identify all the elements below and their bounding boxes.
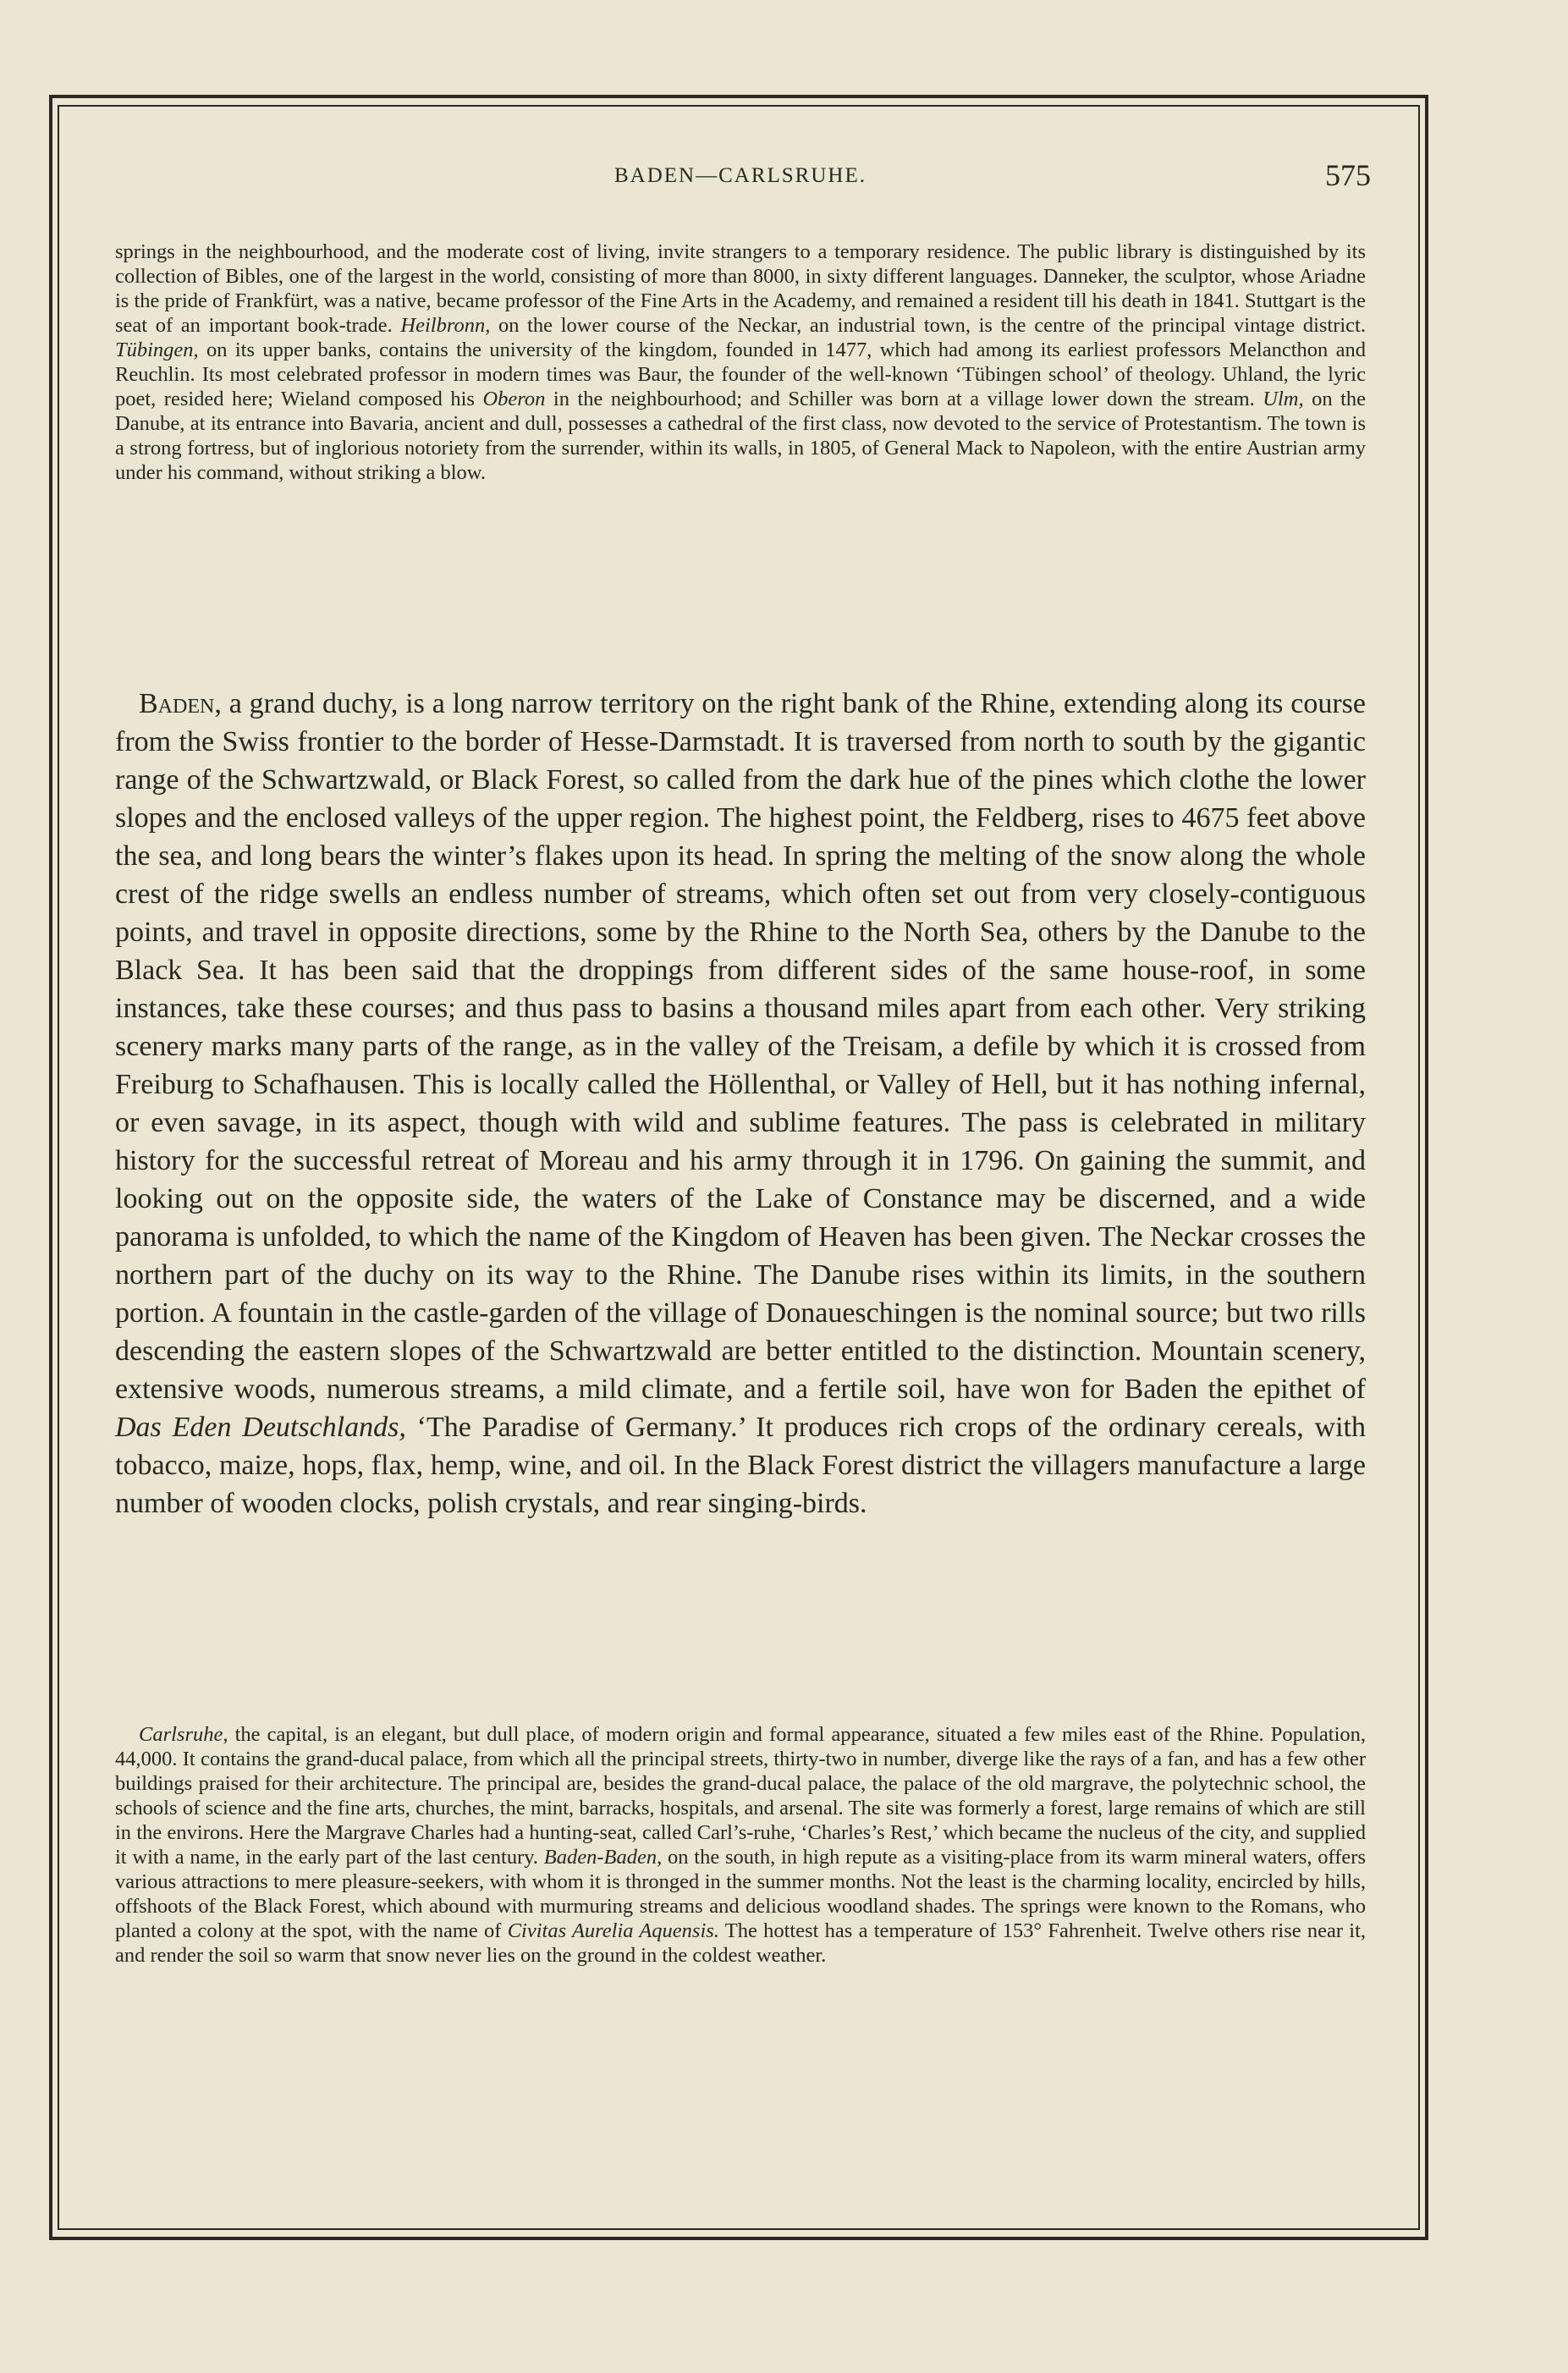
paragraph-carlsruhe: Carlsruhe, the capital, is an elegant, but dull place, of modern origin and formal appearance, situated a few miles east of the Rhine. Population, 44,000. It contains the grand-ducal palace, from which all the principal streets, thirty-two in number, diverge like the rays of a fan, and has a few other buildings praised for their architecture. The principal are, besides the grand-ducal palace, the palace of the old margrave, the polytechnic school, the schools of science and the fine arts, churches, the mint, barracks, hospitals, and arsenal. The site was formerly a forest, large remains of which are still in the environs. Here the Margrave Charles had a hunting-seat, called Carl’s-ruhe, ‘Charles’s Rest,’ which became the nucleus of the city, and supplied it with a name, in the early part of the last century. Baden-Baden, on the south, in high repute as a visiting-place from its warm mineral waters, offers various attractions to mere pleasure-seekers, with whom it is thronged in the summer months. Not the least is the charming locality, encircled by hills, offshoots of the Black Forest, which abound with murmuring streams and delicious woodland shades. The springs were known to the Romans, who planted a colony at the spot, with the name of Civitas Aurelia Aquensis. The hottest has a temperature of 153° Fahrenheit. Twelve others rise near it, and render the soil so warm that snow never lies on the ground in the coldest weather. <box>115 1722 1366 1967</box>
page-number: 575 <box>1325 158 1371 192</box>
italic-das-eden: Das Eden Deutschlands, <box>115 1412 406 1443</box>
italic-heilbronn: Heilbronn, <box>400 313 491 337</box>
page-header <box>110 157 1371 200</box>
paragraph-stuttgart-context: springs in the neighbourhood, and the moderate cost of living, invite strangers to a temporary residence. The public library is distinguished by its collection of Bibles, one of the largest in the world, consisting of more than 8000, in sixty different languages. Danneker, the sculptor, whose Ariadne is the pride of Frankfürt, was a native, became professor of the Fine Arts in the Academy, and remained a resident till his death in 1841. Stuttgart is the seat of an important book-trade. Heilbronn, on the lower course of the Neckar, an industrial town, is the centre of the principal vintage district. Tübingen, on its upper banks, contains the university of the kingdom, founded in 1477, which had among its earliest professors Melancthon and Reuchlin. Its most celebrated professor in modern times was Baur, the founder of the well-known ‘Tübingen school’ of theology. Uhland, the lyric poet, resided here; Wieland composed his Oberon in the neighbourhood; and Schiller was born at a village lower down the stream. Ulm, on the Danube, at its entrance into Bavaria, ancient and dull, possesses a cathedral of the first class, now devoted to the service of Protestantism. The town is a strong fortress, but of inglorious notoriety from the surrender, within its walls, in 1805, of General Mack to Napoleon, with the entire Austrian army under his command, without striking a blow. <box>115 240 1367 484</box>
italic-carlsruhe: Carlsruhe, <box>139 1722 228 1746</box>
italic-ulm: Ulm, <box>1263 387 1304 410</box>
paragraph-baden: Baden, a grand duchy, is a long narrow territory on the right bank of the Rhine, extending along its course from the Swiss frontier to the border of Hesse-Darmstadt. It is traversed from north to south by the gigantic range of the Schwartzwald, or Black Forest, so called from the dark hue of the pines which clothe the lower slopes and the enclosed valleys of the upper region. The highest point, the Feldberg, rises to 4675 feet above the sea, and long bears the winter’s flakes upon its head. In spring the melting of the snow along the whole crest of the ridge swells an endless number of streams, which often set out from very closely-contiguous points, and travel in opposite directions, some by the Rhine to the North Sea, others by the Danube to the Black Sea. It has been said that the droppings from different sides of the same house-roof, in some instances, take these courses; and thus pass to basins a thousand miles apart from each other. Very striking scenery marks many parts of the range, as in the valley of the Treisam, a defile by which it is crossed from Freiburg to Schafhausen. This is locally called the Höllenthal, or Valley of Hell, but it has nothing infernal, or even savage, in its aspect, though with wild and sublime features. The pass is celebrated in military history for the successful retreat of Moreau and his army through it in 1796. On gaining the summit, and looking out on the opposite side, the waters of the Lake of Constance may be discerned, and a wide panorama is unfolded, to which the name of the Kingdom of Heaven has been given. The Neckar crosses the northern part of the duchy on its way to the Rhine. The Danube rises within its limits, in the southern portion. A fountain in the castle-garden of the village of Donaueschingen is the nominal source; but two rills descending the eastern slopes of the Schwartzwald are better entitled to the distinction. Mountain scenery, extensive woods, numerous streams, a mild climate, and a fertile soil, have won for Baden the epithet of Das Eden Deutschlands, ‘The Paradise of Germany.’ It produces rich crops of the ordinary cereals, with tobacco, maize, hops, flax, hemp, wine, and oil. In the Black Forest district the villagers manufacture a large number of wooden clocks, polish crystals, and rear singing-birds. <box>115 688 1366 1519</box>
italic-oberon: Oberon <box>482 387 546 410</box>
running-title: BADEN—CARLSRUHE. <box>614 164 867 187</box>
italic-baden-baden: Baden-Baden, <box>543 1845 663 1869</box>
italic-civitas: Civitas Aurelia Aquensis. <box>507 1919 719 1942</box>
baden-lead: Baden, <box>139 688 222 719</box>
italic-tubingen: Tübingen, <box>115 338 199 361</box>
